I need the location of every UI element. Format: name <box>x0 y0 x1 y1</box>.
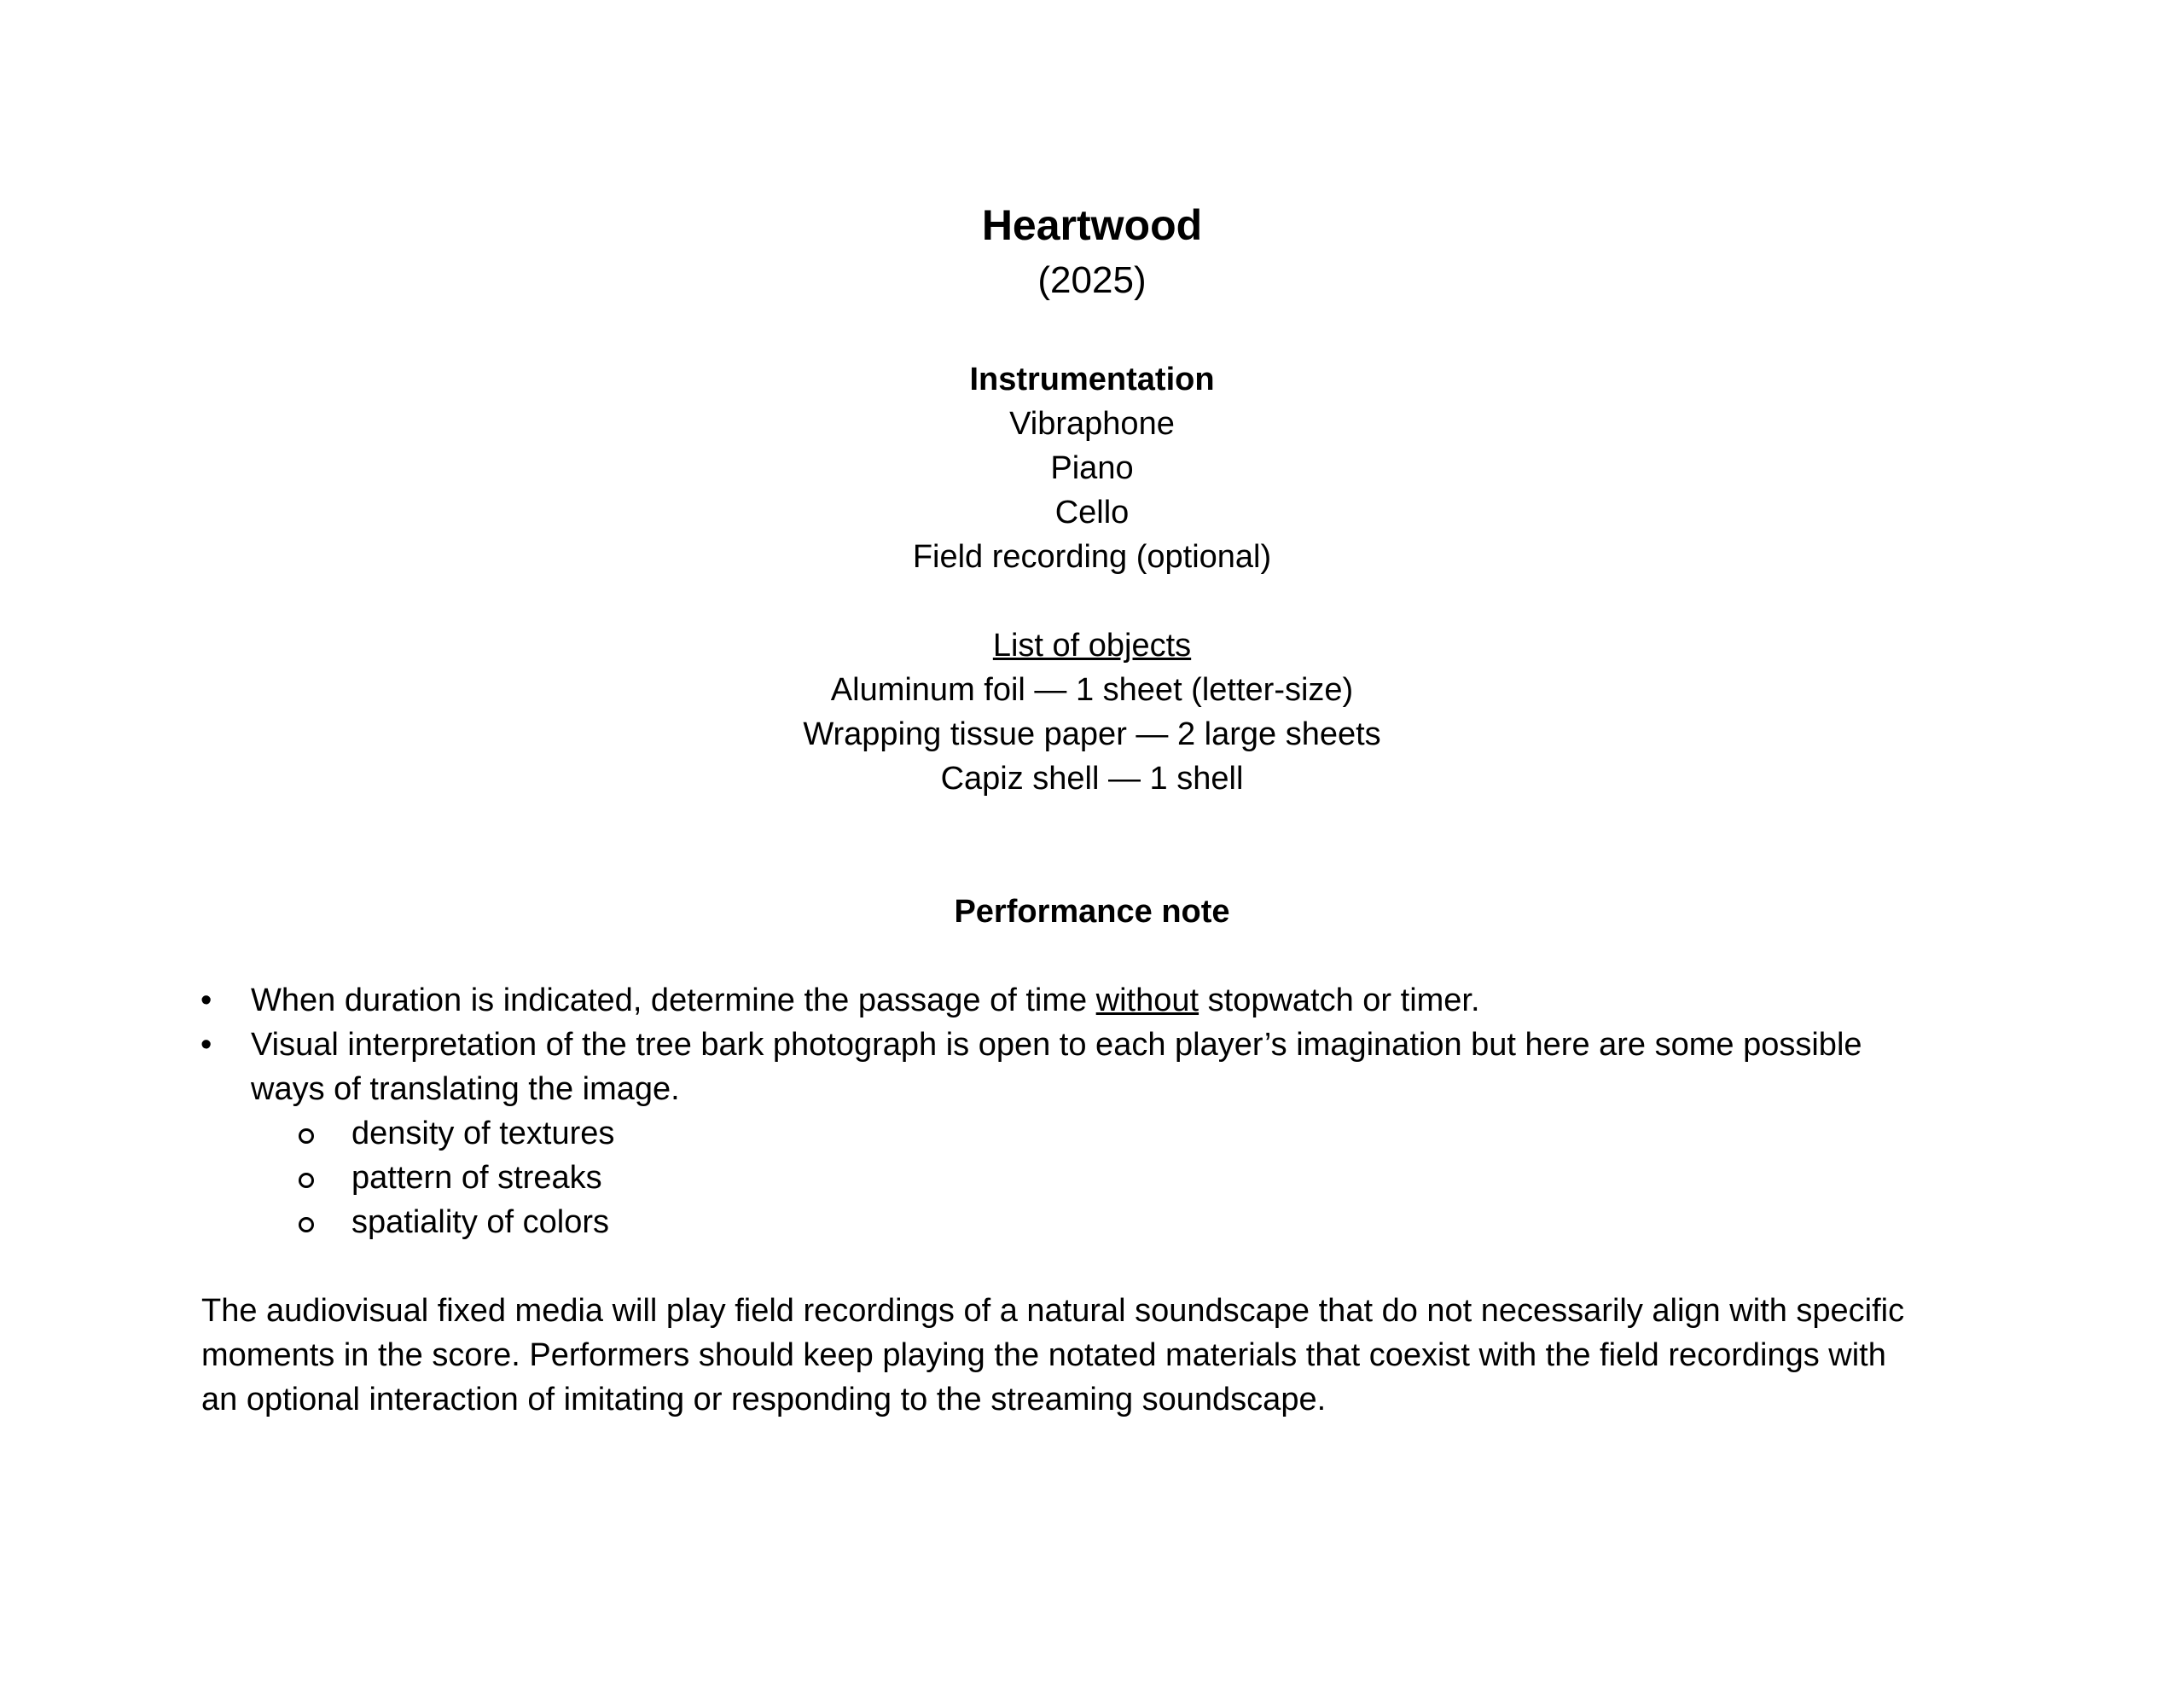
bullet-text-part: stopwatch or timer. <box>1199 983 1480 1018</box>
sub-item-text: pattern of streaks <box>351 1160 602 1196</box>
object-item: Capiz shell — 1 shell <box>940 761 1244 797</box>
paragraph-line: an optional interaction of imitating or responding to the streaming soundscape. <box>201 1382 1327 1417</box>
instrument-item: Cello <box>1054 495 1130 530</box>
underlined-word: without <box>1095 983 1199 1018</box>
sub-item-text: density of textures <box>351 1116 615 1151</box>
object-item: Aluminum foil — 1 sheet (letter-size) <box>830 672 1354 708</box>
objects-heading: List of objects <box>992 628 1192 664</box>
bullet-text-part: When duration is indicated, determine the passage of time <box>251 983 1096 1018</box>
bullet-text <box>251 978 1480 1023</box>
instrument-item: Vibraphone <box>1009 406 1175 442</box>
bullet-glyph: • <box>200 983 212 1018</box>
instrument-item: Piano <box>1050 450 1134 486</box>
sub-item-text: spatiality of colors <box>351 1204 610 1240</box>
paragraph-line: moments in the score. Performers should keep playing the notated materials that coexist with the field recordings with <box>201 1337 1886 1373</box>
page-title: Heartwood <box>981 201 1203 249</box>
bullet-text-line: ways of translating the image. <box>251 1071 680 1107</box>
bullet-text-line: Visual interpretation of the tree bark photograph is open to each player’s imagination but here are some possible <box>251 1027 1862 1063</box>
bullet-glyph: • <box>200 1027 212 1063</box>
performance-note-heading: Performance note <box>954 894 1230 930</box>
hollow-bullet-icon <box>299 1128 314 1144</box>
composition-year: (2025) <box>1037 259 1147 301</box>
paragraph-line: The audiovisual fixed media will play field recordings of a natural soundscape that do not necessarily align with specific <box>201 1293 1905 1329</box>
instrument-item: Field recording (optional) <box>912 539 1272 575</box>
object-item: Wrapping tissue paper — 2 large sheets <box>803 716 1381 752</box>
hollow-bullet-icon <box>299 1173 314 1188</box>
closing-paragraph <box>201 1289 2027 1422</box>
hollow-bullet-icon <box>299 1217 314 1232</box>
instrumentation-heading: Instrumentation <box>969 362 1215 397</box>
